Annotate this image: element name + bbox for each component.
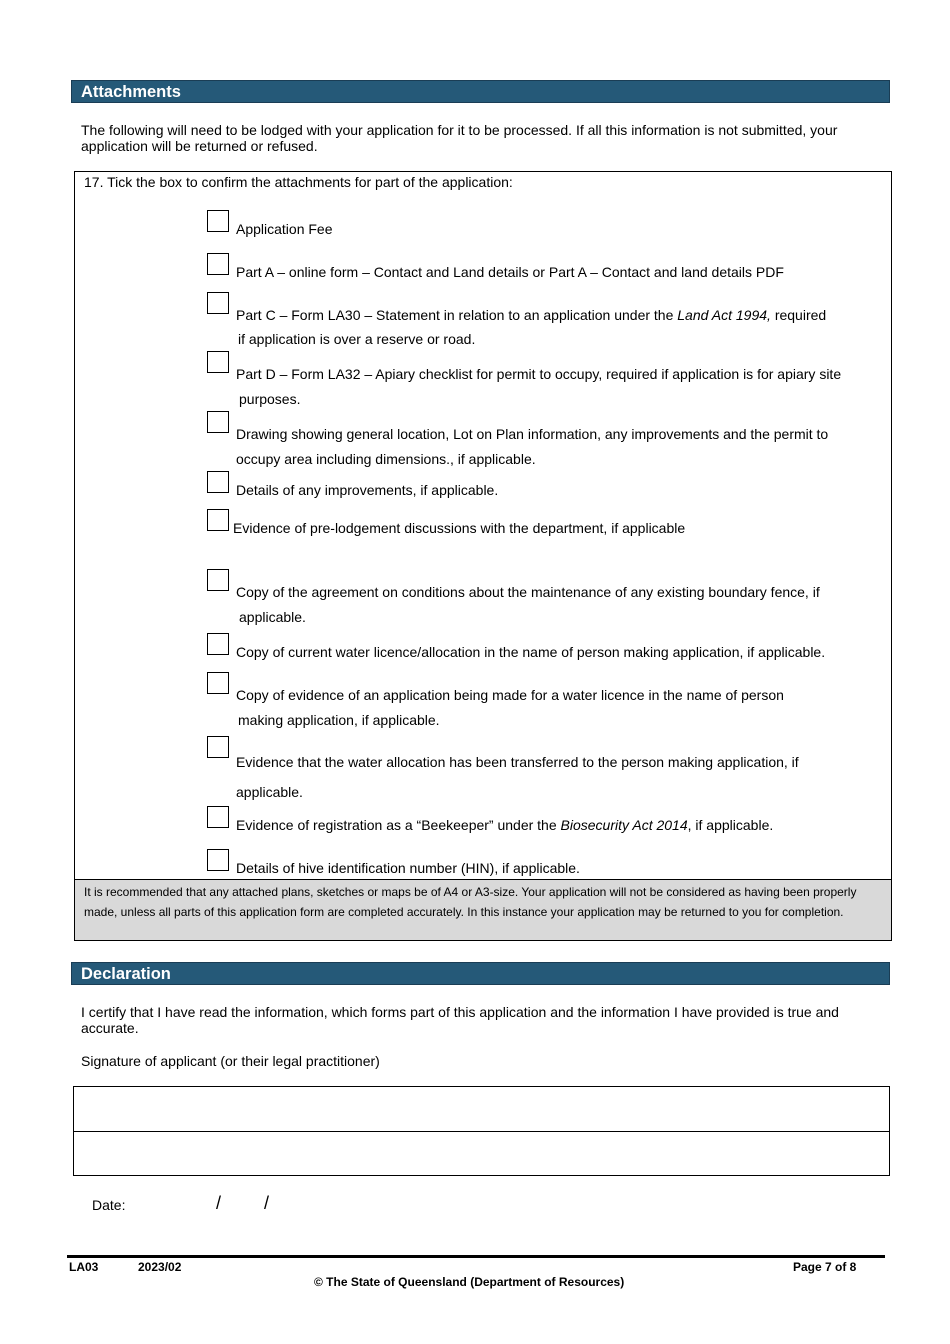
attachment-item: Details of hive identification number (HIN), if applicable.: [236, 860, 580, 876]
checkbox-water-licence[interactable]: [207, 633, 229, 655]
signature-label: Signature of applicant (or their legal practitioner): [81, 1053, 380, 1069]
checkbox-water-licence-application[interactable]: [207, 672, 229, 694]
date-input[interactable]: [135, 1190, 335, 1218]
checkbox-hive-id[interactable]: [207, 849, 229, 871]
checkbox-boundary-fence[interactable]: [207, 569, 229, 591]
footer-divider: [67, 1255, 885, 1258]
attachments-intro: The following will need to be lodged with your application for it to be processed. If all this information is not submitted, your application will be returned or refused.: [81, 122, 838, 154]
attachment-item: Part A – online form – Contact and Land details or Part A – Contact and land details PDF: [236, 264, 784, 280]
declaration-heading: Declaration: [71, 962, 890, 985]
form-version: 2023/02: [138, 1260, 182, 1274]
signature-field[interactable]: [74, 1087, 889, 1132]
signature-field-2[interactable]: [74, 1132, 889, 1176]
checkbox-water-allocation[interactable]: [207, 736, 229, 758]
checkbox-part-d[interactable]: [207, 351, 229, 373]
signature-box[interactable]: [73, 1086, 890, 1176]
attachment-item: Drawing showing general location, Lot on Plan information, any improvements and the permit to occupy area including dimensions., if applicable.: [236, 426, 829, 467]
checkbox-drawing[interactable]: [207, 411, 229, 433]
attachment-item: Copy of evidence of an application being made for a water licence in the name of person making application, if applicable.: [236, 687, 784, 728]
date-separator: /: [264, 1193, 270, 1213]
checkbox-beekeeper[interactable]: [207, 806, 229, 828]
page-number: Page 7 of 8: [793, 1260, 857, 1274]
date-label: Date:: [92, 1197, 126, 1213]
attachment-item: Application Fee: [236, 221, 333, 237]
attachment-item: Evidence of pre-lodgement discussions with the department, if applicable: [233, 520, 686, 536]
declaration-text: I certify that I have read the information, which forms part of this application and the information I have provided is true and accurate.: [81, 1004, 839, 1036]
attachment-item: Evidence that the water allocation has been transferred to the person making application, if applicable.: [236, 754, 799, 800]
checkbox-part-a[interactable]: [207, 253, 229, 275]
checkbox-part-c[interactable]: [207, 292, 229, 314]
attachments-question: 17. Tick the box to confirm the attachments for part of the application:: [84, 174, 513, 190]
attachment-item: Part C – Form LA30 – Statement in relation to an application under the Land Act 1994, required if application is over a reserve or road.: [236, 307, 827, 347]
attachment-item: Part D – Form LA32 – Apiary checklist for permit to occupy, required if application is for apiary site purposes.: [236, 366, 842, 407]
attachment-item: Evidence of registration as a “Beekeeper” under the Biosecurity Act 2014, if applicable.: [236, 817, 774, 833]
attachment-item: Copy of current water licence/allocation in the name of person making application, if applicable.: [236, 644, 826, 660]
checkbox-pre-lodgement[interactable]: [207, 509, 229, 531]
attachment-item: Copy of the agreement on conditions about the maintenance of any existing boundary fence, if applicable.: [236, 584, 820, 625]
attachments-heading: Attachments: [71, 80, 890, 103]
copyright: © The State of Queensland (Department of Resources): [314, 1275, 625, 1289]
attachment-item: Details of any improvements, if applicable.: [236, 482, 499, 498]
attachments-note: It is recommended that any attached plans, sketches or maps be of A4 or A3-size. Your application will not be considered as having been properly made, unless all parts of this application form are completed accurately. In this instance your application may be returned to you for completion.: [74, 879, 892, 941]
date-separator: /: [216, 1193, 222, 1213]
checkbox-application-fee[interactable]: [207, 210, 229, 232]
checkbox-improvements[interactable]: [207, 471, 229, 493]
form-code: LA03: [69, 1260, 99, 1274]
